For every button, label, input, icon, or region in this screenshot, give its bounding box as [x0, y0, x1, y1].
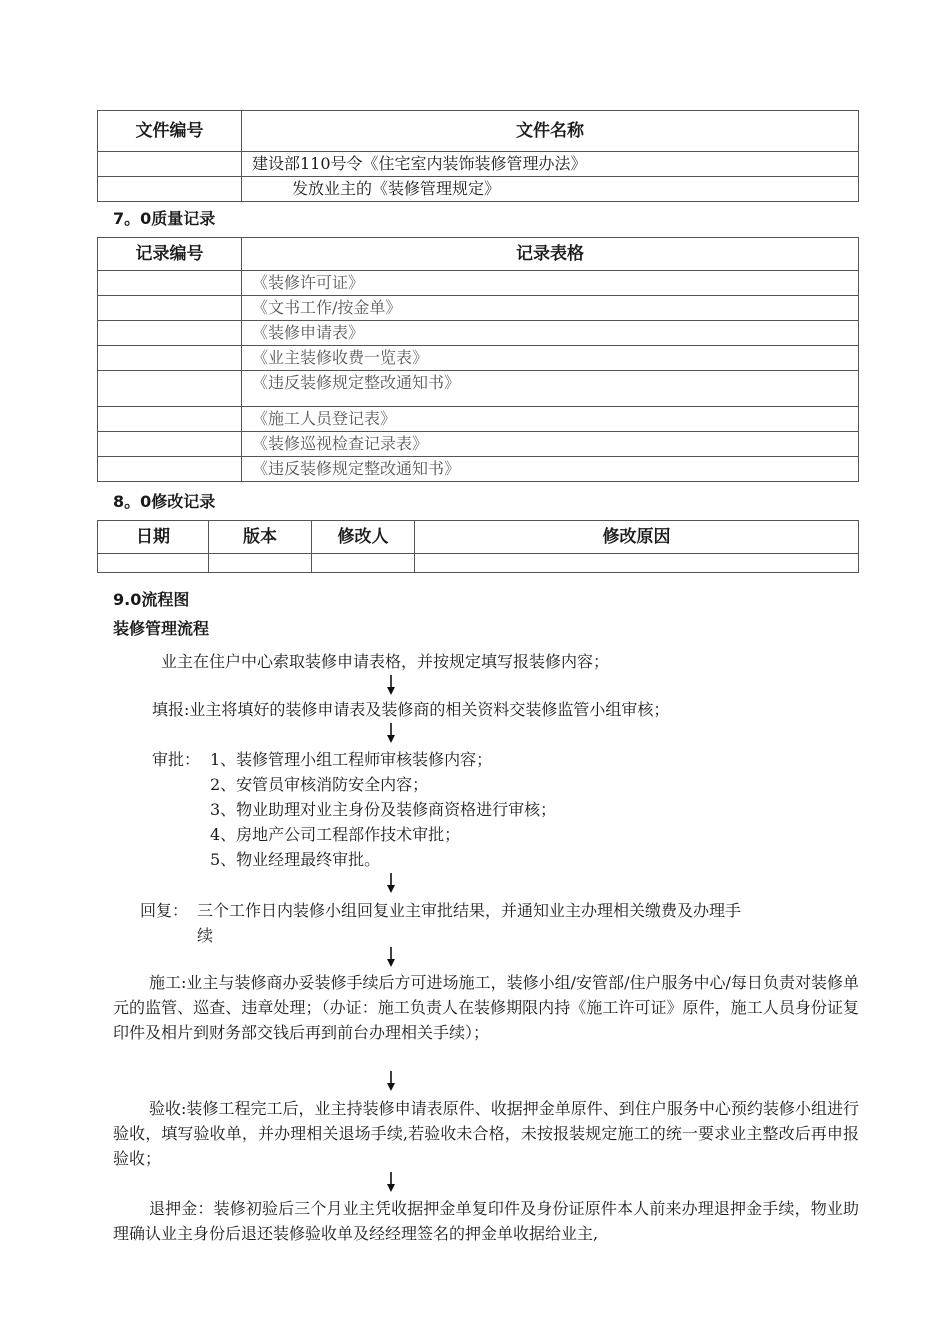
table-row [98, 321, 859, 346]
header-date: 日期 [98, 521, 209, 554]
flow-step-reply-cont: 续 [197, 926, 214, 945]
flow-step-reply-label: 回复： [140, 901, 189, 920]
header-editor: 修改人 [312, 521, 415, 554]
table-row [98, 554, 859, 573]
flow-approve-item: 1、装修管理小组工程师审核装修内容； [210, 750, 493, 769]
table-row [98, 371, 859, 407]
record-number-cell [98, 271, 242, 296]
down-arrow-icon [384, 1070, 398, 1092]
doc-number-cell [98, 152, 242, 177]
doc-name-cell: 建设部110号令《住宅室内装饰装修管理办法》 [242, 152, 859, 177]
record-number-cell [98, 371, 242, 407]
section-9-heading: 9.0流程图 [113, 590, 190, 609]
header-reason: 修改原因 [415, 521, 859, 554]
section-7-heading: 7。0质量记录 [113, 209, 216, 228]
section-8-heading: 8。0修改记录 [113, 492, 216, 511]
flow-approve-item: 2、安管员审核消防安全内容； [210, 775, 429, 794]
down-arrow-icon [384, 946, 398, 968]
header-version: 版本 [209, 521, 312, 554]
record-form-cell: 《装修许可证》 [242, 271, 859, 296]
table-row [98, 177, 859, 202]
record-form-cell: 《业主装修收费一览表》 [242, 346, 859, 371]
empty-cell [209, 554, 312, 573]
down-arrow-icon [384, 722, 398, 744]
table-row [98, 271, 859, 296]
table-header-row [98, 238, 859, 271]
record-number-cell [98, 296, 242, 321]
record-number-cell [98, 432, 242, 457]
record-form-cell: 《违反装修规定整改通知书》 [242, 371, 859, 407]
down-arrow-icon [384, 674, 398, 696]
table-row [98, 346, 859, 371]
record-form-cell: 《装修申请表》 [242, 321, 859, 346]
record-number-cell [98, 457, 242, 482]
header-doc-number: 文件编号 [98, 111, 242, 152]
header-record-number: 记录编号 [98, 238, 242, 271]
doc-name-cell: 发放业主的《装修管理规定》 [242, 177, 859, 202]
revision-records-table [97, 520, 859, 573]
table-row [98, 457, 859, 482]
flow-approve-item: 4、房地产公司工程部作技术审批； [210, 825, 461, 844]
down-arrow-icon [384, 872, 398, 894]
empty-cell [98, 554, 209, 573]
flow-step-refund: 退押金：装修初验后三个月业主凭收据押金单复印件及身份证原件本人前来办理退押金手续，物业助理确认业主身份后退还装修验收单及经经理签名的押金单收据给业主, [113, 1199, 859, 1243]
flow-approve-item: 3、物业助理对业主身份及装修商资格进行审核； [210, 800, 557, 819]
flow-approve-item: 5、物业经理最终审批。 [210, 850, 381, 869]
table-row [98, 152, 859, 177]
record-form-cell: 《装修巡视检查记录表》 [242, 432, 859, 457]
table-row [98, 296, 859, 321]
table-header-row [98, 521, 859, 554]
header-record-form: 记录表格 [242, 238, 859, 271]
quality-records-table [97, 237, 859, 482]
flow-step-submit: 填报:业主将填好的装修申请表及装修商的相关资料交装修监管小组审核； [152, 700, 670, 719]
flow-step-approve-label: 审批： [152, 750, 201, 769]
empty-cell [312, 554, 415, 573]
header-doc-name: 文件名称 [242, 111, 859, 152]
reference-documents-table [97, 110, 859, 202]
table-row [98, 432, 859, 457]
record-form-cell: 《违反装修规定整改通知书》 [242, 457, 859, 482]
flow-step-construction: 施工:业主与装修商办妥装修手续后方可进场施工，装修小组/安管部/住户服务中心/每日负责对装修单元的监管、巡查、违章处理；（办证：施工负责人在装修期限内持《施工许可证》原件，施工人员身份证复印件及相片到财务部交钱后再到前台办理相关手续）； [113, 973, 859, 1042]
record-form-cell: 《施工人员登记表》 [242, 407, 859, 432]
down-arrow-icon [384, 1171, 398, 1193]
flow-subtitle: 装修管理流程 [113, 619, 210, 638]
flow-step-acceptance: 验收:装修工程完工后，业主持装修申请表原件、收据押金单原件、到住户服务中心预约装修小组进行验收，填写验收单，并办理相关退场手续,若验收未合格，未按报装规定施工的统一要求业主整改后再申报验收； [113, 1099, 859, 1168]
record-form-cell: 《文书工作/按金单》 [242, 296, 859, 321]
empty-cell [415, 554, 859, 573]
table-header-row [98, 111, 859, 152]
record-number-cell [98, 346, 242, 371]
flow-step-reply: 三个工作日内装修小组回复业主审批结果，并通知业主办理相关缴费及办理手 [197, 901, 742, 920]
flow-step-apply: 业主在住户中心索取装修申请表格，并按规定填写报装修内容； [161, 652, 610, 671]
record-number-cell [98, 407, 242, 432]
record-number-cell [98, 321, 242, 346]
table-row [98, 407, 859, 432]
doc-number-cell [98, 177, 242, 202]
